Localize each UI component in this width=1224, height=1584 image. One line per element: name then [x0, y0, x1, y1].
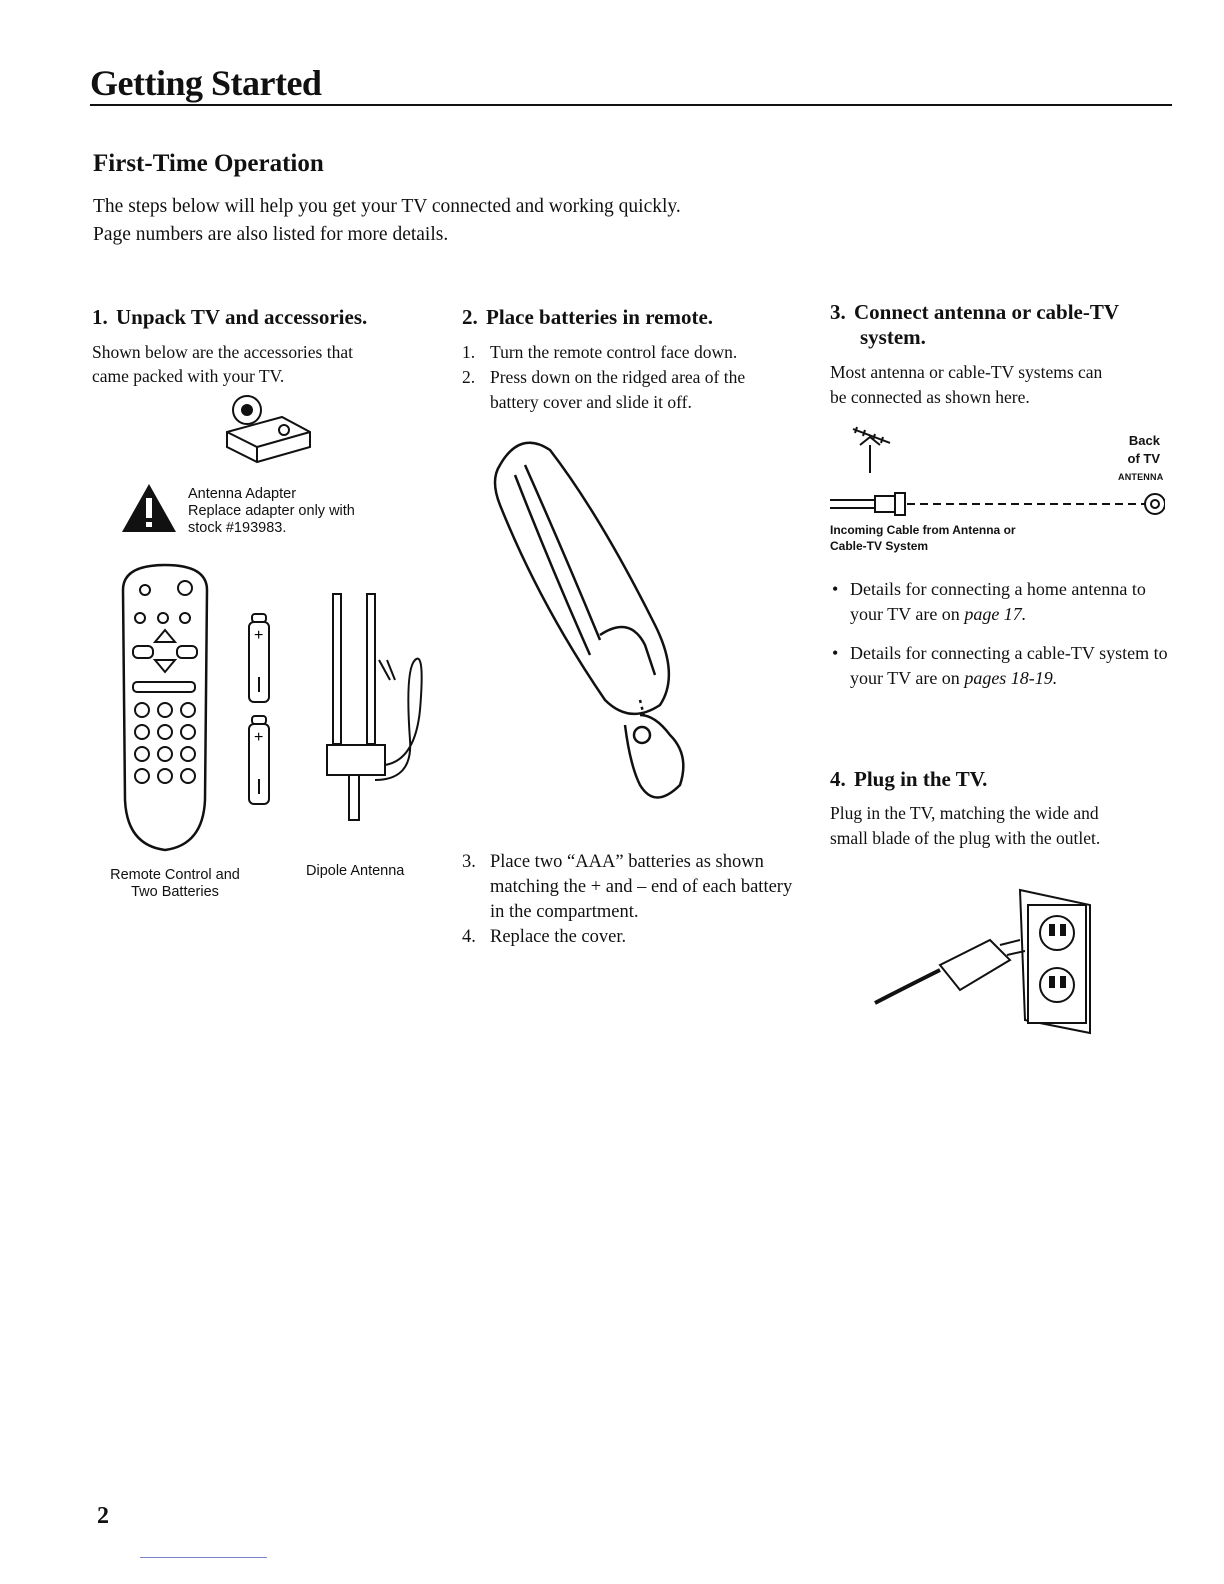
list-item	[830, 577, 1170, 627]
section-title: First-Time Operation	[93, 150, 324, 177]
item-text: Place two “AAA” batteries as shown matching the + and – end of each battery in the compartment.	[490, 852, 793, 922]
step-number: 4.	[830, 767, 846, 791]
adapter-note: stock #193983.	[188, 520, 287, 536]
step-number: 1.	[92, 305, 108, 329]
intro-line: Page numbers are also listed for more details.	[93, 224, 449, 245]
footer-rule	[140, 1557, 267, 1558]
page-reference: pages 18-19.	[964, 668, 1058, 688]
item-number: 4.	[462, 927, 476, 947]
list-item	[462, 340, 792, 365]
step-title: Plug in the TV.	[854, 767, 988, 791]
antenna-port-label: ANTENNA	[1118, 472, 1164, 482]
label-line: Back	[1128, 433, 1160, 448]
step-text: Plug in the TV, matching the wide and	[830, 803, 1099, 823]
adapter-label: Antenna Adapter	[188, 486, 297, 502]
remote-caption	[100, 867, 250, 901]
item-text: Details for connecting a cable-TV system to your TV are on	[850, 643, 1168, 688]
step-2-continued	[462, 850, 802, 950]
step-text: came packed with your TV.	[92, 366, 285, 386]
incoming-cable-label	[830, 522, 1016, 554]
step-4-heading	[830, 767, 1170, 792]
step-title: Unpack TV and accessories.	[116, 305, 368, 329]
adapter-note: Replace adapter only with	[188, 503, 355, 519]
step-text: Most antenna or cable-TV systems can	[830, 362, 1103, 382]
step-3-details	[830, 577, 1170, 705]
page-reference: page 17.	[964, 604, 1027, 624]
list-item	[462, 850, 802, 925]
item-number: 1.	[462, 342, 476, 362]
step-title: Place batteries in remote.	[486, 305, 714, 329]
caption-line: Two Batteries	[131, 884, 219, 900]
item-text: Details for connecting a home antenna to your TV are on	[850, 579, 1146, 624]
title-rule	[90, 104, 1172, 106]
step-title-cont: system.	[860, 325, 926, 349]
step-3-heading	[830, 300, 1170, 350]
page-title: Getting Started	[90, 63, 322, 103]
item-text: Press down on the ridged area of the battery cover and slide it off.	[490, 367, 746, 412]
label-line: Incoming Cable from Antenna or	[830, 523, 1016, 537]
step-3	[830, 300, 1170, 410]
details-list	[830, 577, 1170, 691]
antenna-adapter-illustration	[222, 392, 314, 464]
step-1-heading	[92, 305, 432, 330]
adapter-caption	[188, 486, 355, 537]
step-title: Connect antenna or cable-TV	[854, 300, 1120, 324]
step-2-heading	[462, 305, 792, 330]
item-text: Replace the cover.	[490, 927, 627, 947]
svg-text:+: +	[254, 729, 264, 746]
warning-icon	[120, 482, 178, 534]
item-number: 3.	[462, 852, 476, 872]
caption-line: Remote Control and	[110, 867, 240, 883]
item-text: Turn the remote control face down.	[490, 342, 738, 362]
page-number: 2	[97, 1503, 109, 1529]
plug-outlet-illustration	[870, 885, 1100, 1040]
step-1	[92, 305, 432, 388]
step-text: be connected as shown here.	[830, 387, 1030, 407]
step-4	[830, 767, 1170, 851]
back-of-tv-label	[1110, 432, 1160, 468]
intro-line: The steps below will help you get your TV connected and working quickly.	[93, 196, 681, 217]
item-number: 2.	[462, 367, 476, 387]
svg-text:+: +	[254, 627, 264, 644]
dipole-caption: Dipole Antenna	[306, 863, 405, 879]
step-2-list-continued	[462, 850, 802, 950]
list-item	[462, 365, 792, 415]
step-2	[462, 305, 792, 415]
step-2-list	[462, 340, 792, 415]
step-number: 3.	[830, 300, 846, 324]
label-line: of TV	[1127, 451, 1160, 466]
remote-control-illustration	[115, 560, 215, 860]
dipole-antenna-illustration	[315, 590, 435, 840]
remote-battery-cover-illustration	[480, 435, 710, 820]
step-number: 2.	[462, 305, 478, 329]
intro-text	[93, 193, 681, 249]
label-line: Cable-TV System	[830, 539, 929, 553]
batteries-illustration	[245, 612, 275, 807]
step-text: Shown below are the accessories that	[92, 342, 353, 362]
list-item	[462, 925, 802, 950]
step-text: small blade of the plug with the outlet.	[830, 828, 1101, 848]
list-item	[830, 641, 1170, 691]
